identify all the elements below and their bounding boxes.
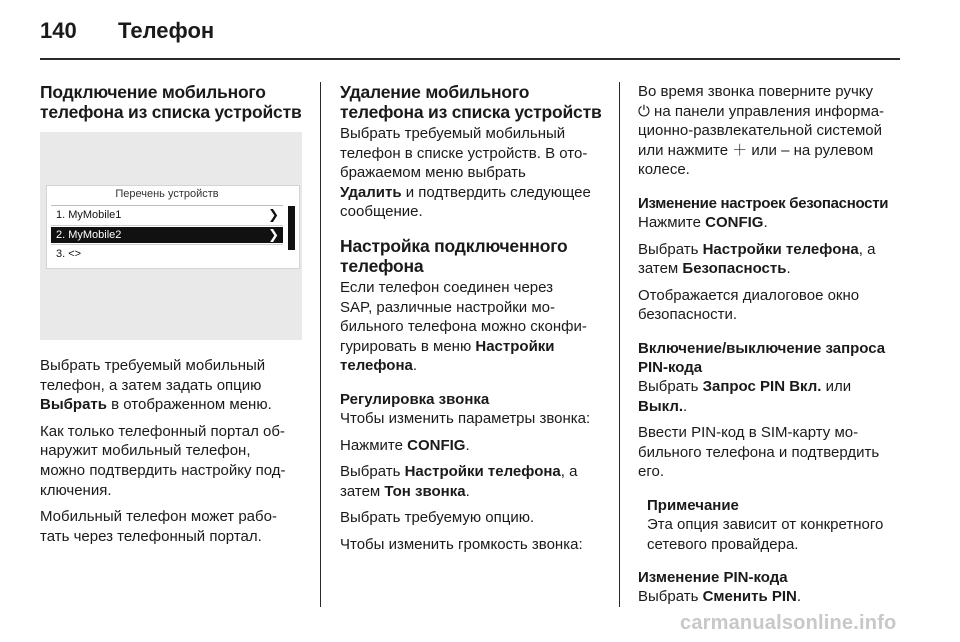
text-line: можно подтвердить настройку под-	[40, 461, 286, 479]
column-2	[340, 82, 608, 555]
device-list-item-label: 3. <>	[56, 248, 82, 260]
device-list-item-selected	[51, 227, 283, 243]
text-run: Выбрать	[638, 588, 703, 606]
text-line: бражаемом меню выбрать	[340, 164, 526, 182]
device-list-item	[51, 207, 283, 223]
paragraph	[638, 213, 900, 233]
text-line: тать через телефонный портал.	[40, 527, 262, 545]
text-line: наружит мобильный телефон,	[40, 442, 251, 460]
divider	[51, 244, 283, 245]
text-line: телефон в списке устройств. В ото-	[340, 144, 588, 162]
text-run: в отображенном меню.	[106, 396, 272, 414]
chevron-right-icon: ❯	[268, 227, 279, 242]
bold-term: Выкл.	[638, 397, 684, 415]
paragraph	[638, 286, 900, 325]
scrollbar	[288, 206, 295, 250]
paragraph	[40, 356, 302, 415]
text-line: бильного телефона можно сконфи-	[340, 318, 587, 336]
bold-term: Сменить PIN	[702, 588, 797, 606]
column-1	[40, 82, 302, 546]
bold-term: CONFIG	[705, 213, 764, 231]
text-line: Во время звонка поверните ручку	[638, 83, 874, 100]
note-text	[647, 515, 900, 554]
paragraph	[638, 240, 900, 279]
page-number: 140	[40, 18, 77, 43]
text-line: Отображается диалоговое окно	[638, 286, 860, 304]
paragraph	[40, 422, 302, 500]
subheading-security: Изменение настроек безопасности	[638, 194, 889, 212]
text-line: колесе.	[638, 161, 690, 179]
column-divider-2	[619, 82, 620, 607]
text-run: Нажмите	[340, 436, 408, 454]
device-list-item-label: 1. MyMobile1	[56, 209, 122, 221]
text-line: SAP, различные настройки мо-	[340, 298, 555, 316]
paragraph: Чтобы изменить параметры звонка:	[340, 409, 591, 427]
bold-term: CONFIG	[407, 436, 466, 454]
text-run: .	[786, 260, 791, 278]
text-run: .	[796, 588, 802, 606]
text-line: ⏻ на панели управления информа-	[638, 102, 885, 120]
bold-term: Настройки телефона	[340, 337, 555, 375]
text-run: Нажмите	[638, 213, 706, 231]
bold-term: Удалить	[340, 183, 402, 201]
chapter-title: Телефон	[118, 18, 215, 43]
text-line: телефон, а затем задать опцию	[40, 376, 262, 394]
column-divider-1	[320, 82, 321, 607]
section-heading-delete: Удаление мобильного телефона из списка устройств	[340, 82, 602, 122]
device-list-item-label: 2. MyMobile2	[56, 229, 122, 241]
paragraph: Чтобы изменить громкость звонка:	[340, 535, 583, 553]
device-list-title: Перечень устройств	[115, 188, 219, 200]
text-line: Мобильный телефон может рабо-	[40, 508, 277, 526]
paragraph	[638, 82, 900, 180]
paragraph	[638, 377, 900, 416]
paragraph	[340, 462, 608, 501]
bold-term: Настройки телефона	[702, 240, 859, 258]
text-line: его.	[638, 463, 664, 481]
text-line: Выбрать требуемый мобильный	[40, 357, 266, 374]
text-run: .	[412, 357, 418, 375]
text-run: Выбрать	[340, 463, 405, 481]
text-run: .	[465, 482, 470, 500]
column-3	[638, 82, 900, 607]
bold-term: Настройки телефона	[404, 463, 561, 481]
text-run: , а затем	[340, 463, 578, 500]
text-line: сетевого провайдера.	[647, 535, 799, 553]
text-line: Выбрать требуемый мобильный	[340, 125, 566, 142]
text-line: Эта опция зависит от конкретного	[647, 515, 884, 533]
paragraph	[340, 278, 608, 376]
divider	[51, 225, 283, 226]
chevron-right-icon: ❯	[268, 207, 279, 222]
bold-term: Запрос PIN Вкл.	[702, 377, 822, 395]
paragraph	[340, 124, 608, 222]
text-run: Выбрать	[638, 240, 703, 258]
text-run: или	[821, 377, 852, 395]
subheading-change-pin: Изменение PIN-кода	[638, 569, 788, 587]
text-line: или нажмите ＋ или – на рулевом	[638, 141, 874, 159]
subheading-pin-request: Включение/выключение запроса PIN-кода	[638, 339, 886, 376]
text-run: .	[465, 436, 470, 454]
bold-term: Выбрать	[40, 396, 107, 414]
paragraph	[340, 436, 608, 456]
device-list-item	[51, 246, 283, 262]
text-line: ционно-развлекательной системой	[638, 122, 882, 140]
note-title: Примечание	[647, 496, 739, 514]
paragraph: Выбрать требуемую опцию.	[340, 509, 535, 527]
watermark: carmanualsonline.info	[680, 612, 897, 634]
paragraph	[638, 587, 900, 607]
text-line: гурировать в меню	[340, 337, 472, 355]
text-line: Как только телефонный портал об-	[40, 422, 285, 440]
text-run: .	[763, 213, 768, 231]
text-run: , а затем	[638, 240, 876, 278]
section-heading-connect: Подключение мобильного телефона из списка устройств	[40, 82, 302, 122]
text-run: и подтвердить следующее сообщение.	[340, 183, 591, 221]
device-list-panel	[46, 185, 300, 269]
divider	[51, 205, 283, 206]
paragraph	[638, 423, 900, 482]
device-screen-illustration	[40, 132, 302, 340]
bold-term: Безопасность	[682, 260, 787, 278]
text-run: .	[683, 397, 688, 415]
header-divider	[40, 58, 900, 60]
text-run: Выбрать	[638, 377, 703, 395]
bold-term: Тон звонка	[384, 482, 466, 500]
text-line: ключения.	[40, 481, 112, 499]
page-header	[0, 0, 960, 70]
section-heading-settings: Настройка подключенного телефона	[340, 235, 568, 276]
note-block	[638, 496, 900, 554]
text-line: Если телефон соединен через	[340, 278, 554, 296]
subheading-ringtone: Регулировка звонка	[340, 390, 490, 408]
text-line: бильного телефона и подтвердить	[638, 443, 880, 461]
paragraph	[40, 507, 302, 546]
text-line: безопасности.	[638, 306, 737, 324]
text-line: Ввести PIN-код в SIM-карту мо-	[638, 424, 859, 442]
